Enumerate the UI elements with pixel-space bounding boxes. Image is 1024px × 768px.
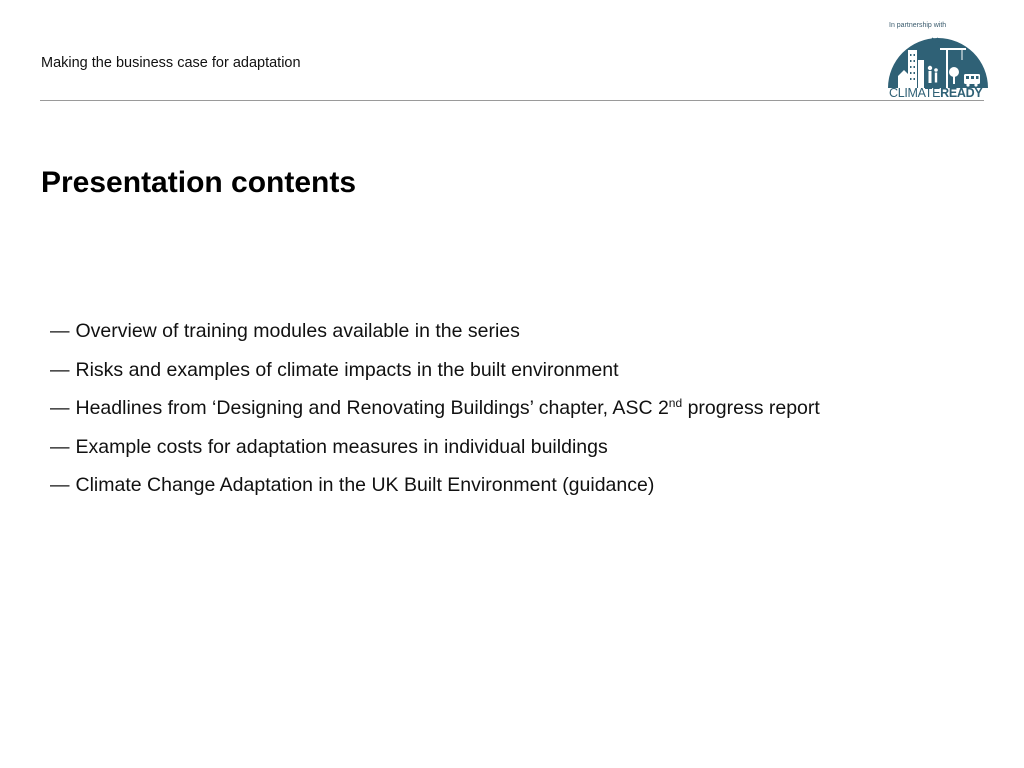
logo-word-climate: CLIMATE (889, 86, 941, 100)
contents-list (50, 312, 820, 505)
list-item-text-after: progress report (682, 397, 820, 419)
list-item-text: Example costs for adaptation measures in individual buildings (75, 435, 608, 458)
logo-partner-text: In partnership with (889, 22, 947, 29)
list-item (50, 351, 820, 390)
bullet-dash: — (50, 358, 70, 381)
list-item (50, 389, 820, 428)
ordinal-suffix: nd (668, 396, 683, 410)
bullet-dash: — (50, 397, 70, 419)
list-item-text: Risks and examples of climate impacts in the built environment (75, 358, 619, 381)
bullet-dash: — (50, 435, 70, 458)
list-item (50, 466, 820, 505)
bullet-dash: — (50, 474, 70, 496)
list-item-text: Overview of training modules available in the series (75, 320, 520, 342)
list-item-text: Headlines from ‘Designing and Renovating Buildings’ chapter, ASC 2 (75, 397, 669, 419)
list-item (50, 312, 820, 351)
logo-word-ready: READY (940, 86, 983, 100)
climate-ready-logo (884, 22, 992, 104)
bullet-dash: — (50, 320, 70, 342)
header-text: Making the business case for adaptation (41, 55, 301, 71)
logo-wordmark (889, 86, 982, 100)
list-item-text: Climate Change Adaptation in the UK Built Environment (guidance) (75, 474, 655, 496)
list-item (50, 428, 820, 467)
slide-title: Presentation contents (41, 166, 357, 199)
header-divider (40, 100, 984, 101)
climate-ready-emblem-icon (884, 30, 992, 92)
